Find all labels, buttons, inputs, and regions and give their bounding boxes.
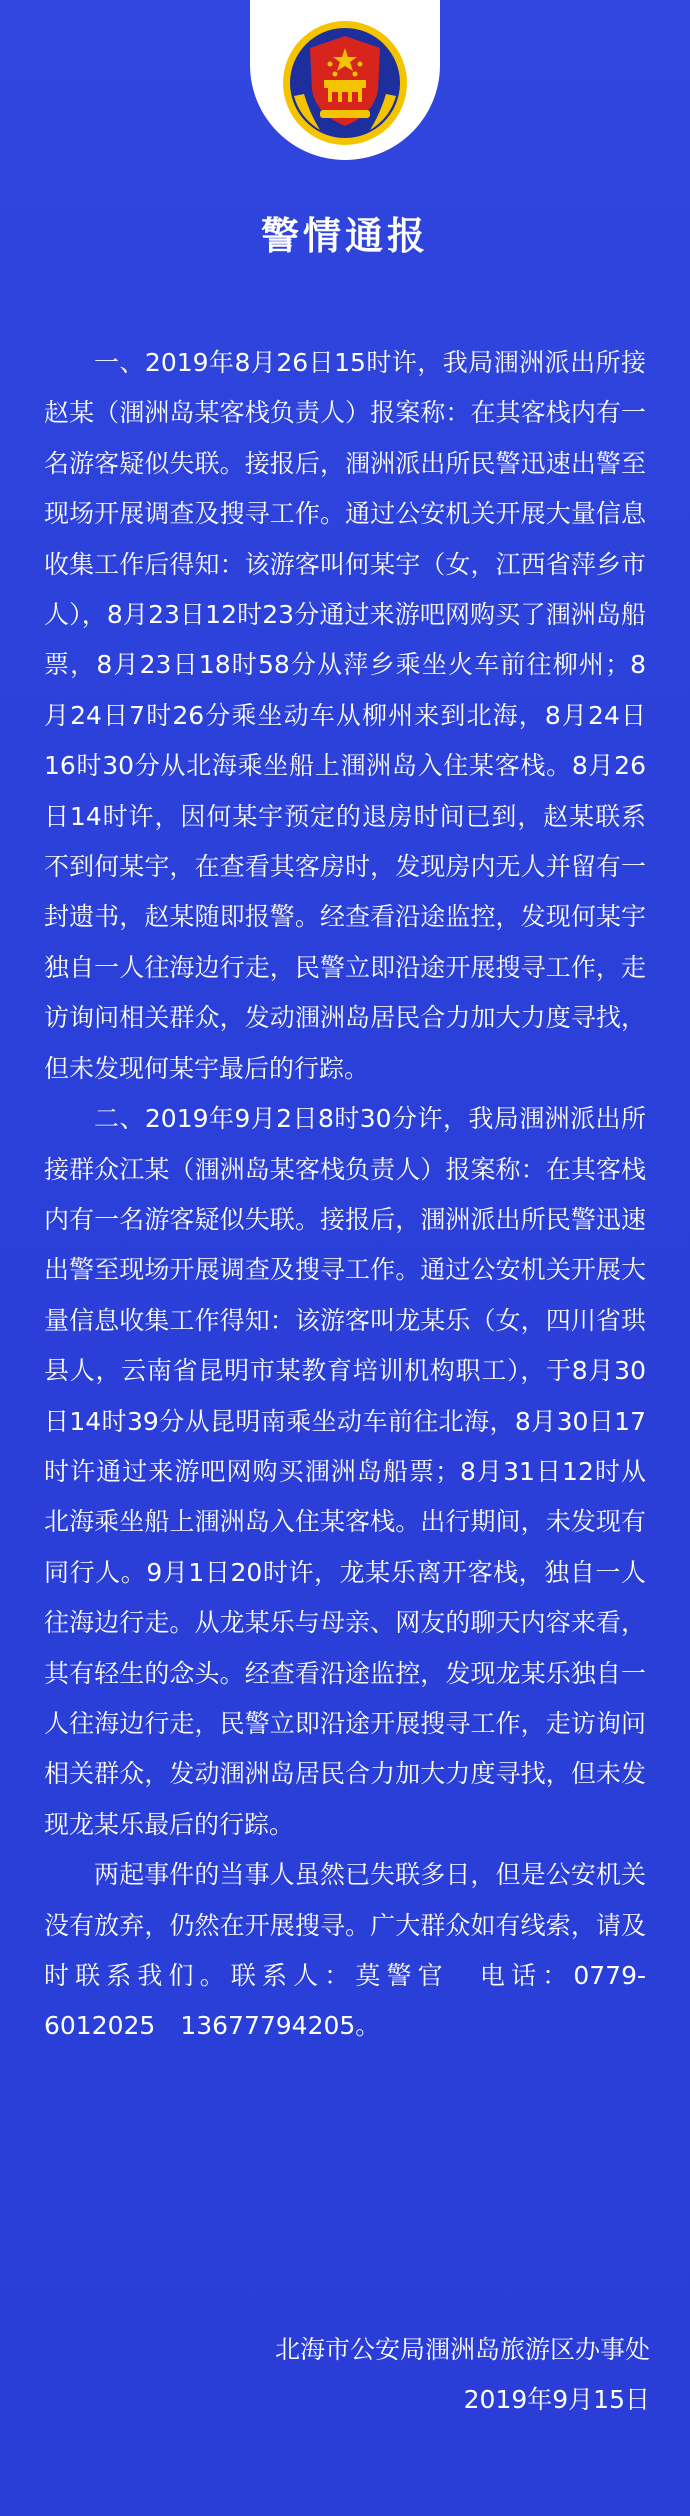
notice-body — [44, 338, 646, 2052]
paragraph-case-two: 二、2019年9月2日8时30分许，我局涠洲派出所接群众江某（涠洲岛某客栈负责人）报案称：在其客栈内有一名游客疑似失联。接报后，涠洲派出所民警迅速出警至现场开展调查及搜寻工作。通过公安机关开展大量信息收集工作得知：该游客叫龙某乐（女，四川省珙县人，云南省昆明市某教育培训机构职工），于8月30日14时39分从昆明南乘坐动车前往北海，8月30日17时许通过来游吧网购买涠洲岛船票；8月31日12时从北海乘坐船上涠洲岛入住某客栈。出行期间，未发现有同行人。9月1日20时许，龙某乐离开客栈，独自一人往海边行走。从龙某乐与母亲、网友的聊天内容来看，其有轻生的念头。经查看沿途监控，发现龙某乐独自一人往海边行走，民警立即沿途开展搜寻工作，走访询问相关群众，发动涠洲岛居民合力加大力度寻找，但未发现龙某乐最后的行踪。 — [44, 1104, 646, 1839]
issue-date: 2019年9月15日 — [463, 2385, 650, 2414]
emblem-header — [250, 0, 440, 170]
issuer-name: 北海市公安局涠洲岛旅游区办事处 — [274, 2335, 650, 2364]
notice-title: 警情通报 — [260, 214, 429, 258]
police-emblem-icon — [280, 18, 410, 148]
signature-block — [275, 2325, 650, 2425]
paragraph-case-one: 一、2019年8月26日15时许，我局涠洲派出所接赵某（涠洲岛某客栈负责人）报案称：在其客栈内有一名游客疑似失联。接报后，涠洲派出所民警迅速出警至现场开展调查及搜寻工作。通过公安机关开展大量信息收集工作后得知：该游客叫何某宇（女，江西省萍乡市人），8月23日12时23分通过来游吧网购买了涠洲岛船票，8月23日18时58分从萍乡乘坐火车前往柳州；8月24日7时26分乘坐动车从柳州来到北海，8月24日16时30分从北海乘坐船上涠洲岛入住某客栈。8月26日14时许，因何某宇预定的退房时间已到，赵某联系不到何某宇，在查看其客房时，发现房内无人并留有一封遗书，赵某随即报警。经查看沿途监控，发现何某宇独自一人往海边行走，民警立即沿途开展搜寻工作，走访询问相关群众，发动涠洲岛居民合力加大力度寻找，但未发现何某宇最后的行踪。 — [44, 348, 646, 1083]
paragraph-appeal: 两起事件的当事人虽然已失联多日，但是公安机关没有放弃，仍然在开展搜寻。广大群众如有线索，请及时联系我们。联系人：莫警官 电话：0779-6012025 13677794205。 — [44, 1860, 646, 2041]
